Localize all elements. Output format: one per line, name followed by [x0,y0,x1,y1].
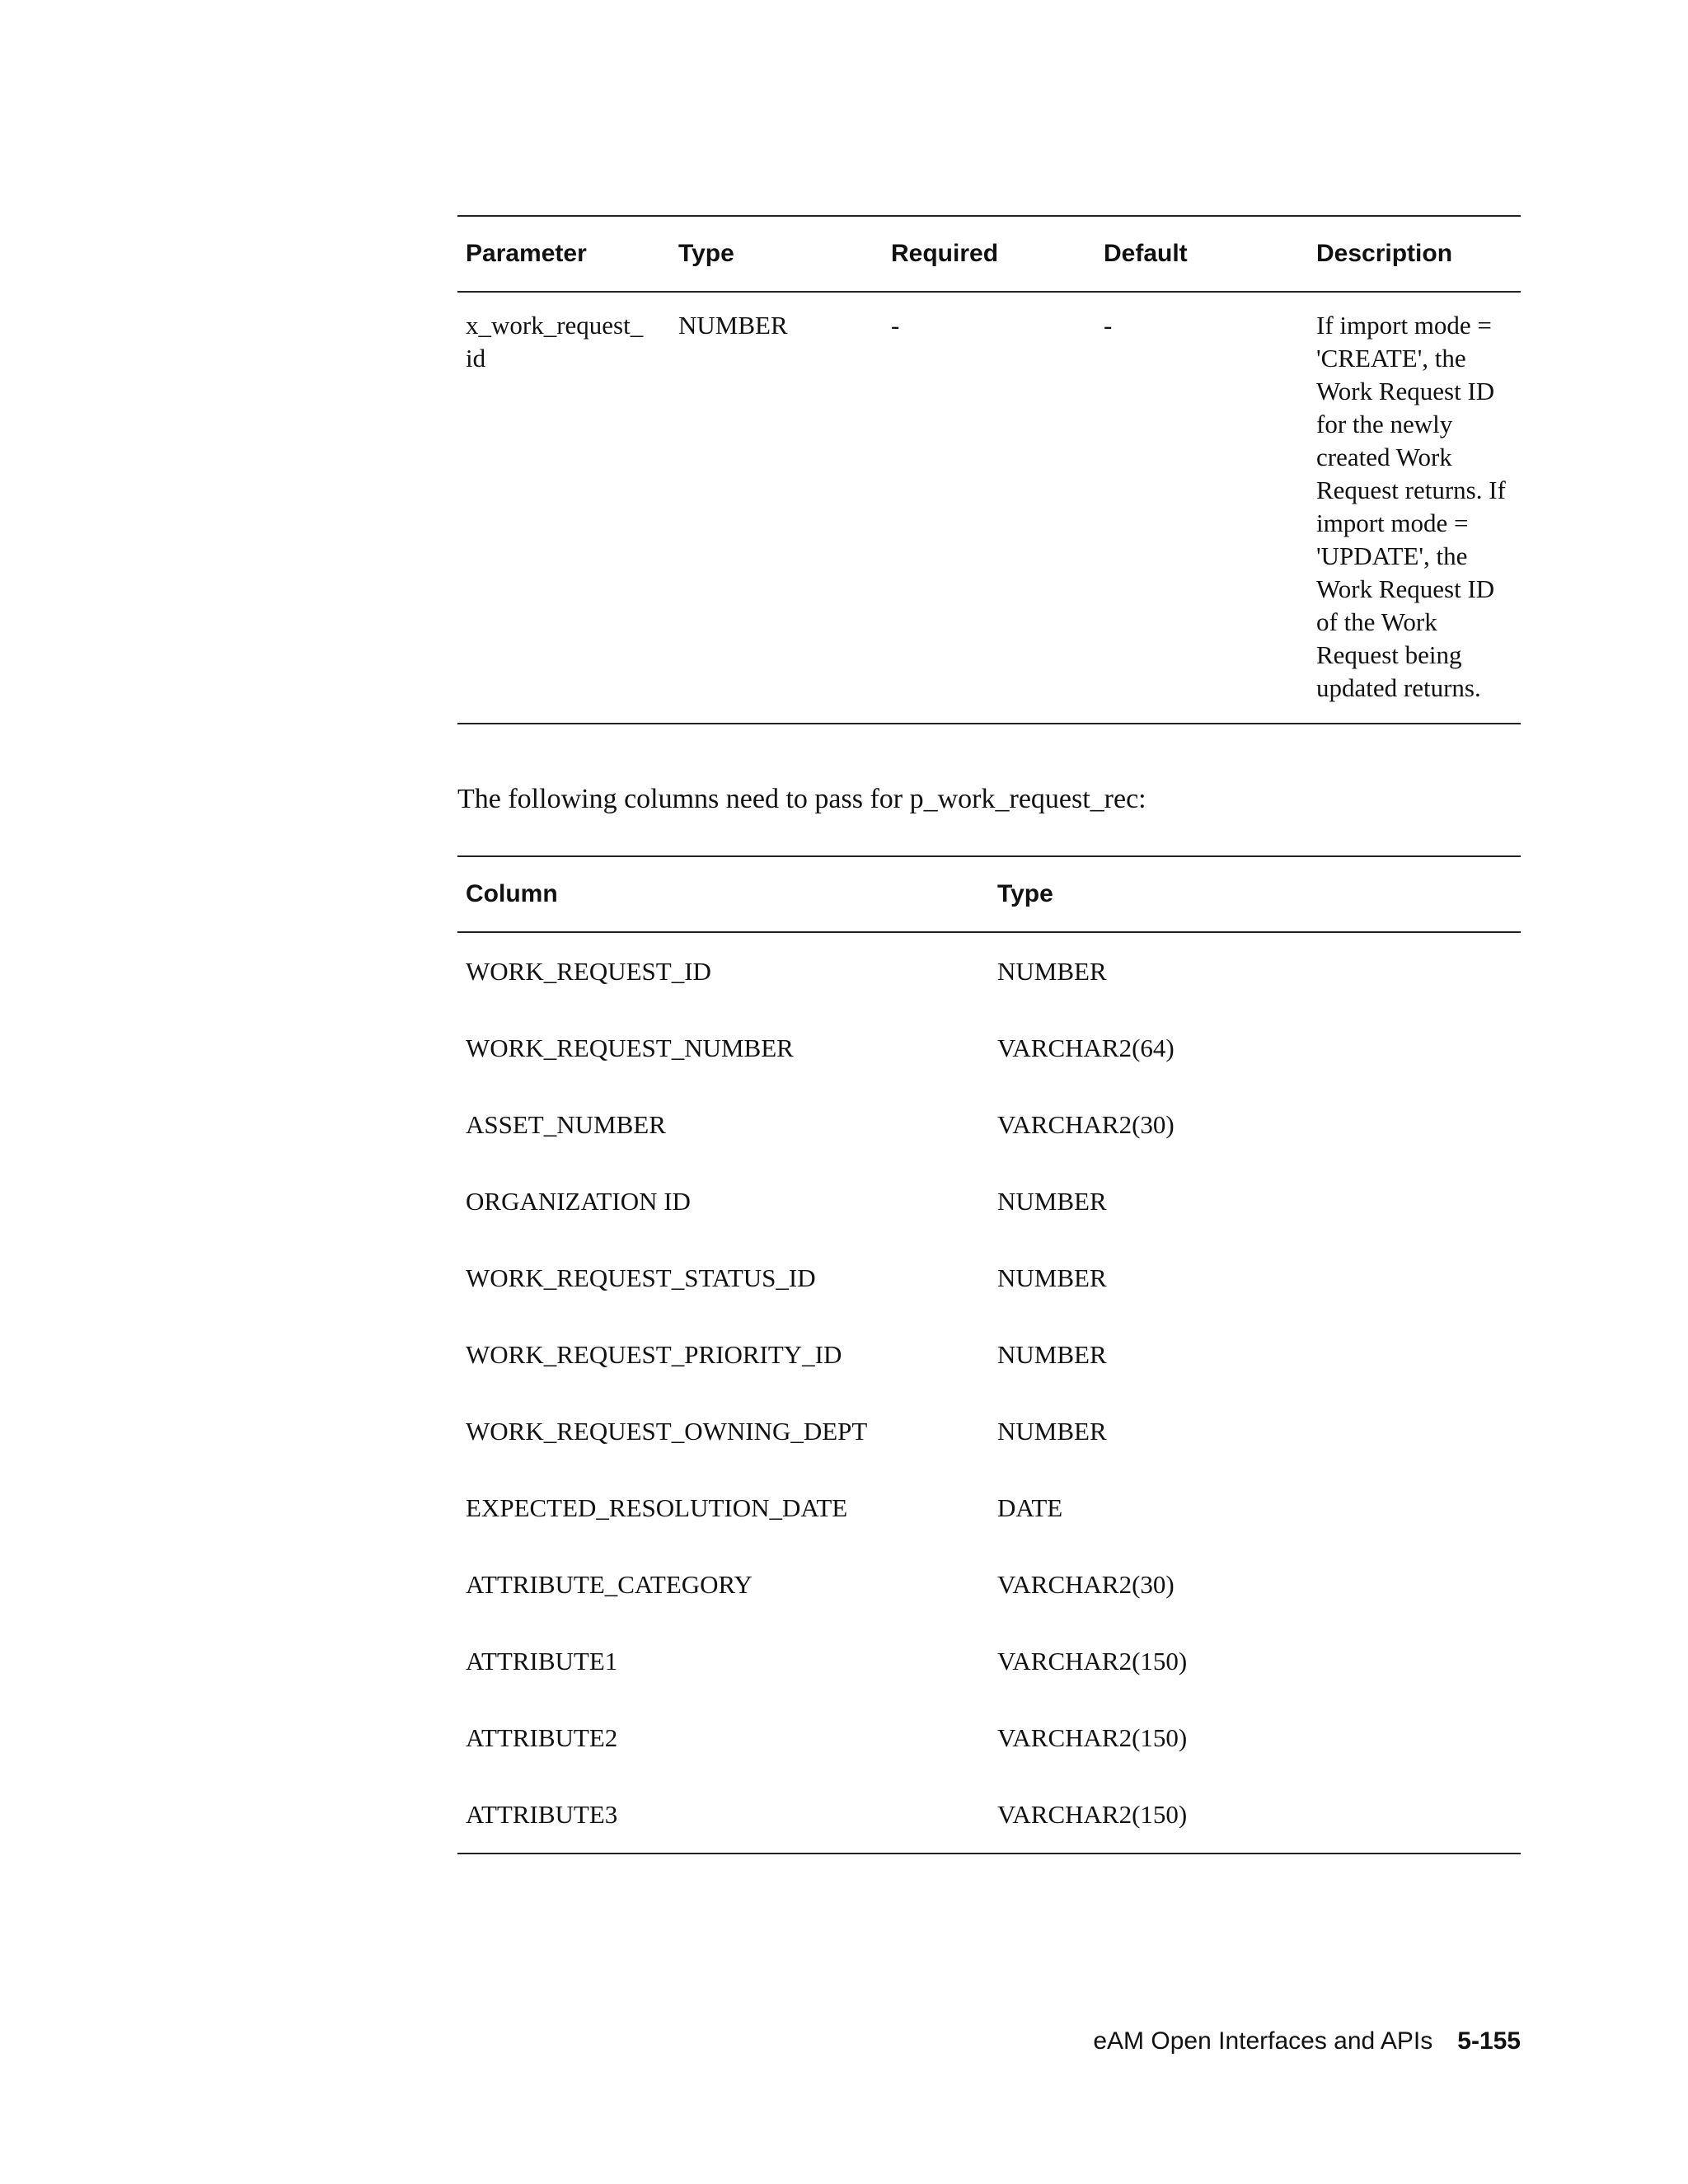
column-name: ATTRIBUTE2 [466,1722,618,1752]
parameter-name: x_work_request_ id [466,311,644,373]
header-type: Type [678,240,734,267]
column-type: VARCHAR2(150) [997,1722,1188,1752]
column-type: NUMBER [997,1186,1107,1216]
header-description: Description [1316,240,1453,267]
column-row [457,1086,1521,1163]
intro-paragraph: The following columns need to pass for p_work_request_rec: [457,784,1146,814]
column-row [457,1776,1521,1854]
column-name: WORK_REQUEST_NUMBER [466,1033,794,1062]
parameter-required: - [891,311,900,340]
column-type: VARCHAR2(150) [997,1646,1188,1675]
column-table-wrapper [457,855,1521,1854]
column-type: VARCHAR2(30) [997,1109,1175,1139]
column-row [457,932,1521,1010]
column-name: ATTRIBUTE3 [466,1799,618,1829]
column-name: EXPECTED_RESOLUTION_DATE [466,1493,848,1522]
parameter-default: - [1104,311,1113,340]
page-number: 5-155 [1457,2027,1521,2055]
header-parameter: Parameter [466,240,587,267]
column-type: VARCHAR2(150) [997,1799,1188,1829]
column-row [457,1393,1521,1469]
column-table [457,855,1521,1854]
column-name: ATTRIBUTE1 [466,1646,618,1675]
column-row [457,1240,1521,1316]
column-row [457,1469,1521,1546]
parameter-table-header-row [457,216,1521,292]
column-type: VARCHAR2(30) [997,1569,1175,1599]
page-footer [1093,2027,1521,2055]
header-required: Required [891,240,999,267]
column-name: WORK_REQUEST_STATUS_ID [466,1263,816,1292]
column-row [457,1163,1521,1240]
column-name: ASSET_NUMBER [466,1109,666,1139]
column-row [457,1546,1521,1623]
column-row [457,1316,1521,1393]
column-table-header-row [457,856,1521,932]
column-type: NUMBER [997,1339,1107,1369]
parameter-type: NUMBER [678,311,788,340]
column-type: NUMBER [997,1263,1107,1292]
column-table-body [457,932,1521,1854]
column-row [457,1699,1521,1776]
column-type: DATE [997,1493,1063,1522]
page-content [457,215,1521,1829]
header-column-type: Type [997,880,1053,907]
column-name: WORK_REQUEST_OWNING_DEPT [466,1416,868,1446]
header-default: Default [1104,240,1188,267]
column-name: WORK_REQUEST_ID [466,956,711,986]
column-name: ORGANIZATION ID [466,1186,691,1216]
column-name: WORK_REQUEST_PRIORITY_ID [466,1339,842,1369]
parameter-description: If import mode = 'CREATE', the Work Request ID for the newly created Work Request returns. If import mode = 'UPDATE', the Work Request ID of the Work Request being updated returns. [1316,311,1506,702]
column-type: NUMBER [997,1416,1107,1446]
column-name: ATTRIBUTE_CATEGORY [466,1569,753,1599]
column-row [457,1010,1521,1086]
column-type: VARCHAR2(64) [997,1033,1175,1062]
parameter-table [457,215,1521,724]
footer-title: eAM Open Interfaces and APIs [1093,2027,1433,2055]
parameter-row [457,292,1521,724]
column-row [457,1623,1521,1699]
header-column: Column [466,880,558,907]
column-type: NUMBER [997,956,1107,986]
